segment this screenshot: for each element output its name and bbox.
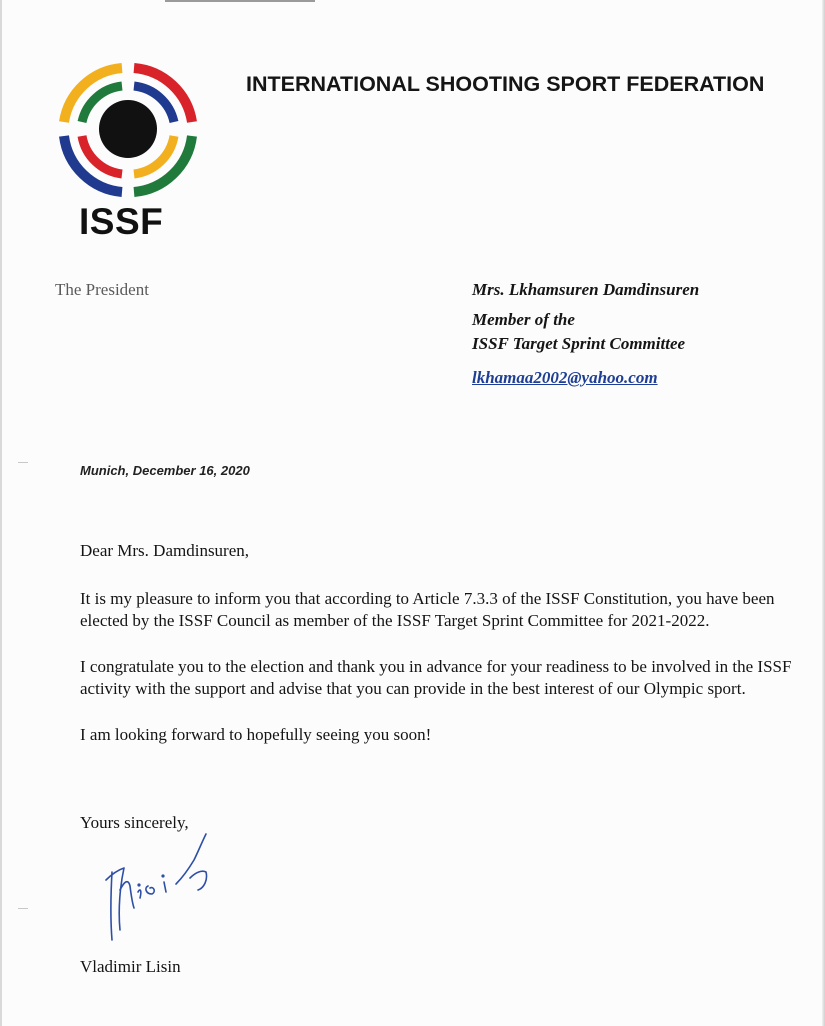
recipient-block (472, 278, 699, 390)
closing: Yours sincerely, (80, 813, 189, 832)
salutation: Dear Mrs. Damdinsuren, (80, 541, 250, 560)
recipient-name: Mrs. Lkhamsuren Damdinsuren (472, 280, 700, 299)
signer-name: Vladimir Lisin (80, 957, 181, 976)
scan-left-edge (0, 0, 2, 1026)
scan-margin-tick (18, 908, 28, 909)
issf-target-logo-icon (56, 60, 201, 200)
sender-title: The President (55, 280, 149, 299)
body-paragraph: I congratulate you to the election and thank you in advance for your readiness to be involved in the ISSF activity with the support and advise that you can provide in the best interest of our Olympic sport. (80, 657, 792, 698)
issf-logo-text: ISSF (79, 201, 164, 242)
scan-top-mark (165, 0, 315, 2)
recipient-role-line1: Member of the (472, 310, 575, 329)
recipient-role-line2: ISSF Target Sprint Committee (472, 334, 686, 353)
letter-body (80, 540, 792, 770)
body-paragraph: It is my pleasure to inform you that according to Article 7.3.3 of the ISSF Constitution, you have been elected by the ISSF Council as member of the ISSF Target Sprint Committee for 2021-2022. (80, 589, 775, 630)
place-date: Munich, December 16, 2020 (80, 463, 250, 478)
organization-name: INTERNATIONAL SHOOTING SPORT FEDERATION (246, 72, 765, 96)
scan-margin-tick (18, 462, 28, 463)
body-paragraph: I am looking forward to hopefully seeing you soon! (80, 725, 432, 744)
handwritten-signature (98, 830, 228, 950)
recipient-email-link[interactable]: lkhamaa2002@yahoo.com (472, 368, 658, 387)
